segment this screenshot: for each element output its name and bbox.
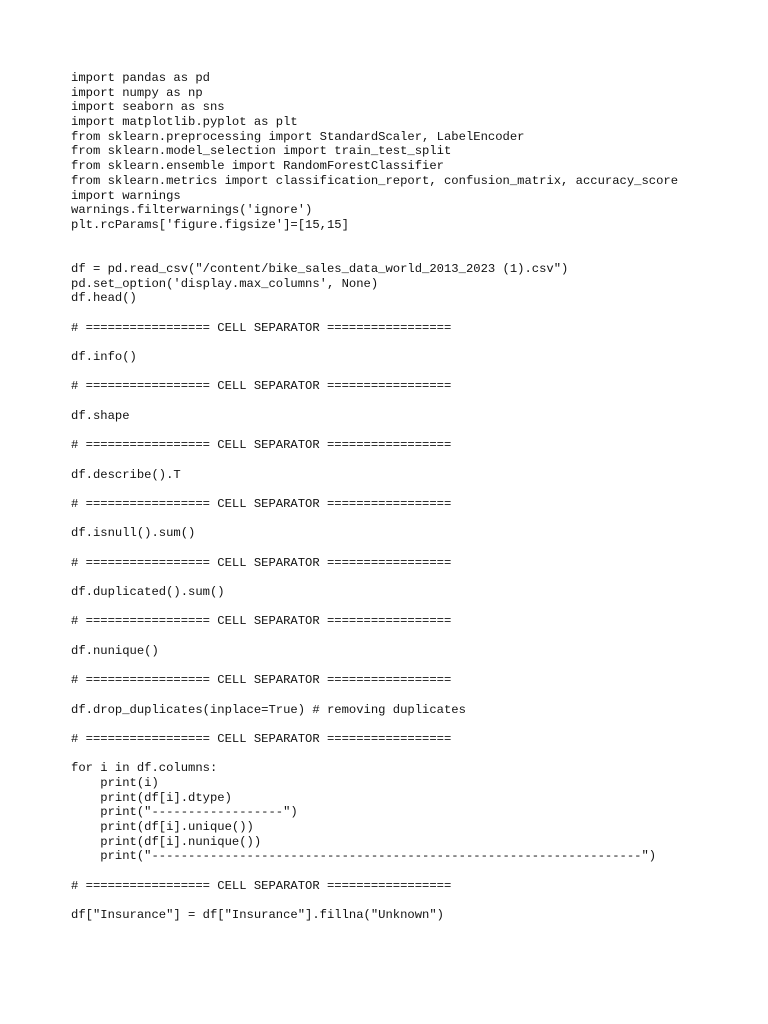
cell-separator: # ================= CELL SEPARATOR ================= — [71, 379, 452, 394]
cell-separator: # ================= CELL SEPARATOR ================= — [71, 614, 452, 629]
code-line: pd.set_option('display.max_columns', None) — [71, 276, 379, 291]
code-line: from sklearn.ensemble import RandomForestClassifier — [71, 159, 444, 174]
block-gap — [71, 717, 751, 732]
block-gap — [71, 600, 751, 615]
code-line: import numpy as np — [71, 85, 203, 100]
cell-separator: # ================= CELL SEPARATOR ================= — [71, 731, 452, 746]
code-line: print(df[i].unique()) — [71, 820, 254, 835]
code-line: df.head() — [71, 291, 137, 306]
cell-separator: # ================= CELL SEPARATOR ================= — [71, 496, 452, 511]
block-gap — [71, 864, 751, 879]
code-line: from sklearn.metrics import classification_report, confusion_matrix, accuracy_score — [71, 173, 679, 188]
block-gap — [71, 894, 751, 909]
code-line: df.isnull().sum() — [71, 526, 196, 541]
cell-separator: # ================= CELL SEPARATOR ================= — [71, 320, 452, 335]
code-line: df.describe().T — [71, 467, 181, 482]
code-line — [71, 233, 751, 248]
code-line — [71, 247, 751, 262]
code-line: df.shape — [71, 408, 130, 423]
code-line: import warnings — [71, 188, 181, 203]
code-line: df["Insurance"] = df["Insurance"].fillna("Unknown") — [71, 908, 444, 923]
cell-separator: # ================= CELL SEPARATOR ================= — [71, 673, 452, 688]
code-line: print(df[i].dtype) — [71, 790, 232, 805]
code-line: import matplotlib.pyplot as plt — [71, 115, 298, 130]
code-line: df = pd.read_csv("/content/bike_sales_data_world_2013_2023 (1).csv") — [71, 261, 569, 276]
code-line: import seaborn as sns — [71, 100, 225, 115]
block-gap — [71, 482, 751, 497]
block-gap — [71, 570, 751, 585]
code-line: import pandas as pd — [71, 71, 210, 85]
code-line: from sklearn.preprocessing import StandardScaler, LabelEncoder — [71, 129, 525, 144]
code-line: for i in df.columns: — [71, 761, 218, 776]
block-gap — [71, 688, 751, 703]
block-gap — [71, 365, 751, 380]
block-gap — [71, 424, 751, 439]
block-gap — [71, 747, 751, 762]
code-line: plt.rcParams['figure.figsize']=[15,15] — [71, 217, 349, 232]
code-line: df.info() — [71, 350, 137, 365]
block-gap — [71, 659, 751, 674]
block-gap — [71, 453, 751, 468]
code-line: from sklearn.model_selection import train_test_split — [71, 144, 452, 159]
code-listing — [71, 71, 751, 923]
code-line: df.duplicated().sum() — [71, 585, 225, 600]
cell-separator: # ================= CELL SEPARATOR ================= — [71, 438, 452, 453]
code-line: print(df[i].nunique()) — [71, 834, 262, 849]
code-line: warnings.filterwarnings('ignore') — [71, 203, 313, 218]
code-line: print("------------------") — [71, 805, 298, 820]
block-gap — [71, 394, 751, 409]
code-line: df.nunique() — [71, 643, 159, 658]
block-gap — [71, 629, 751, 644]
cell-separator: # ================= CELL SEPARATOR ================= — [71, 878, 452, 893]
cell-separator: # ================= CELL SEPARATOR ================= — [71, 555, 452, 570]
block-gap — [71, 335, 751, 350]
block-gap — [71, 306, 751, 321]
block-gap — [71, 541, 751, 556]
code-line: df.drop_duplicates(inplace=True) # removing duplicates — [71, 702, 466, 717]
code-line: print("-------------------------------------------------------------------") — [71, 849, 657, 864]
code-line: print(i) — [71, 776, 159, 790]
block-gap — [71, 512, 751, 527]
